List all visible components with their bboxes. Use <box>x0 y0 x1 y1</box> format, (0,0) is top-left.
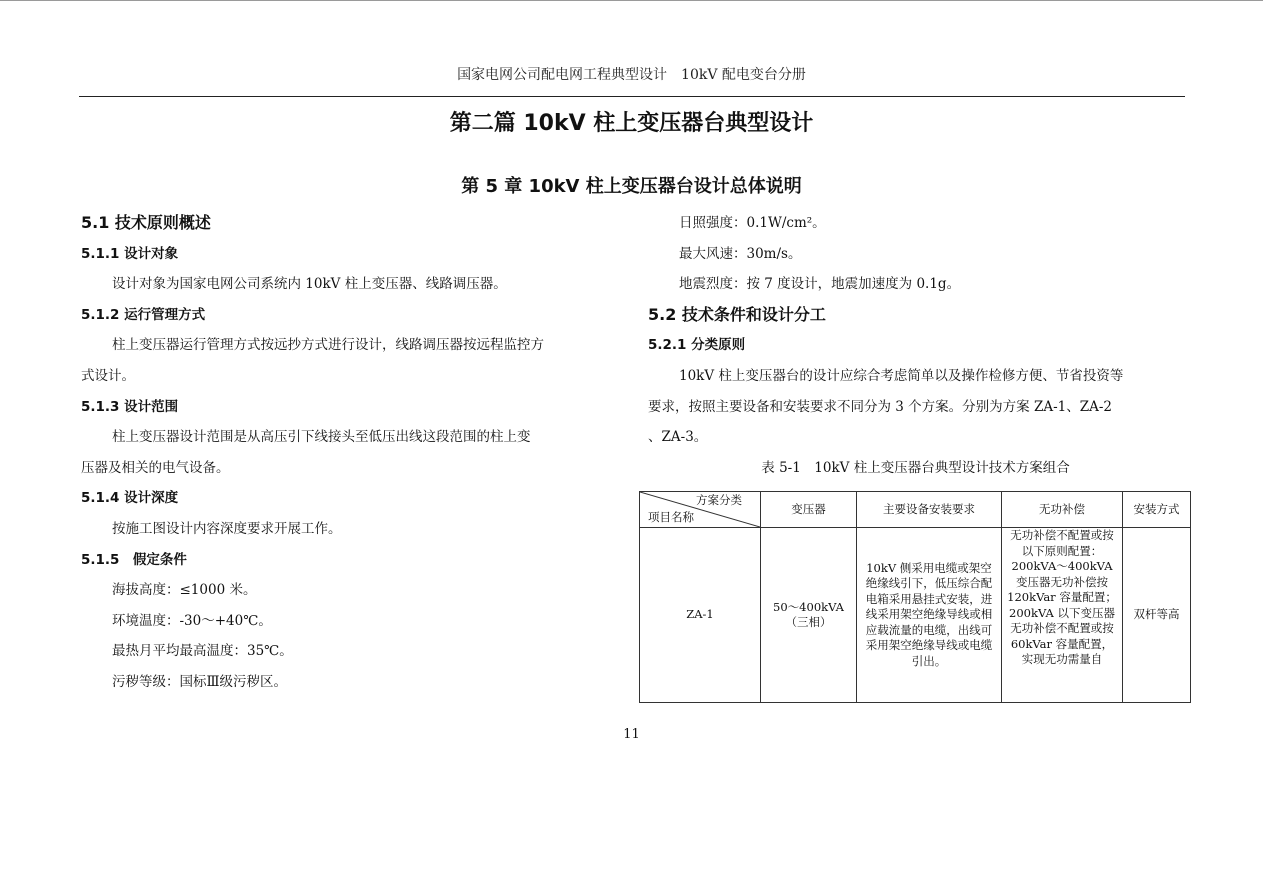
paragraph-5-1-3-line2: 压器及相关的电气设备。 <box>81 459 230 476</box>
table-header-row <box>640 492 1191 528</box>
section-5-1-heading: 5.1 技术原则概述 <box>81 213 211 232</box>
condition-item: 地震烈度：按 7 度设计，地震加速度为 0.1g。 <box>679 276 961 293</box>
condition-item: 环境温度：-30～+40℃。 <box>112 612 272 629</box>
mount-method-cell: 双杆等高 <box>1123 528 1191 703</box>
page-number: 11 <box>623 727 640 742</box>
section-5-1-3-heading: 5.1.3 设计范围 <box>81 398 179 415</box>
column-header: 安装方式 <box>1123 492 1191 528</box>
section-5-1-5-heading: 5.1.5 假定条件 <box>81 551 187 568</box>
paragraph-5-1-2-line1: 柱上变压器运行管理方式按远抄方式进行设计，线路调压器按远程监控方 <box>112 337 544 354</box>
corner-bottom-label: 项目名称 <box>648 509 694 524</box>
corner-top-label: 方案分类 <box>696 493 742 507</box>
chapter-title: 第 5 章 10kV 柱上变压器台设计总体说明 <box>461 176 802 197</box>
compensation-cell: 无功补偿不配置或按以下原则配置：200kVA～400kVA 变压器无功补偿按 120kVar 容量配置；200kVA 以下变压器无功补偿不配置或按 60kVar 容量配置，实现无功需量自 <box>1002 528 1123 703</box>
scheme-table <box>639 491 1191 703</box>
paragraph-5-1-4: 按施工图设计内容深度要求开展工作。 <box>112 520 342 537</box>
section-5-1-2-heading: 5.1.2 运行管理方式 <box>81 306 206 323</box>
column-header: 主要设备安装要求 <box>857 492 1002 528</box>
condition-item: 最大风速：30m/s。 <box>679 245 802 262</box>
column-header: 变压器 <box>761 492 857 528</box>
right-column <box>648 208 1188 483</box>
condition-item: 海拔高度：≤1000 米。 <box>112 582 257 599</box>
left-column <box>81 208 621 698</box>
column-header: 无功补偿 <box>1002 492 1123 528</box>
top-border <box>0 0 1263 1</box>
section-5-1-1-heading: 5.1.1 设计对象 <box>81 245 179 262</box>
paragraph-5-2-1-line2: 要求，按照主要设备和安装要求不同分为 3 个方案。分别为方案 ZA-1、ZA-2 <box>648 398 1113 415</box>
table-row <box>640 528 1191 703</box>
header-rule <box>79 96 1185 97</box>
paragraph-5-1-2-line2: 式设计。 <box>81 367 135 384</box>
diagonal-header-cell <box>640 492 761 528</box>
paragraph-5-2-1-line3: 、ZA-3。 <box>648 429 708 446</box>
table-caption: 表 5-1 10kV 柱上变压器台典型设计技术方案组合 <box>761 459 1070 476</box>
row-name-cell: ZA-1 <box>640 528 761 703</box>
part-title: 第二篇 10kV 柱上变压器台典型设计 <box>449 111 814 136</box>
transformer-cell: 50～400kVA（三相） <box>761 528 857 703</box>
section-5-2-1-heading: 5.2.1 分类原则 <box>648 337 746 354</box>
condition-item: 污秽等级：国标Ⅲ级污秽区。 <box>112 673 288 690</box>
paragraph-5-1-3-line1: 柱上变压器设计范围是从高压引下线接头至低压出线这段范围的柱上变 <box>112 429 531 446</box>
section-5-1-4-heading: 5.1.4 设计深度 <box>81 490 179 507</box>
paragraph-5-2-1-line1: 10kV 柱上变压器台的设计应综合考虑简单以及操作检修方便、节省投资等 <box>679 367 1124 384</box>
paragraph-5-1-1: 设计对象为国家电网公司系统内 10kV 柱上变压器、线路调压器。 <box>112 276 507 293</box>
section-5-2-heading: 5.2 技术条件和设计分工 <box>648 304 826 324</box>
install-requirement-cell: 10kV 侧采用电缆或架空绝缘线引下，低压综合配电箱采用悬挂式安装，进线采用架空绝缘导线或相应载流量的电缆，出线可采用架空绝缘导线或电缆引出。 <box>857 528 1002 703</box>
running-header: 国家电网公司配电网工程典型设计 10kV 配电变台分册 <box>457 67 806 83</box>
condition-item: 日照强度：0.1W/cm²。 <box>679 215 826 231</box>
condition-item: 最热月平均最高温度：35℃。 <box>112 643 293 660</box>
